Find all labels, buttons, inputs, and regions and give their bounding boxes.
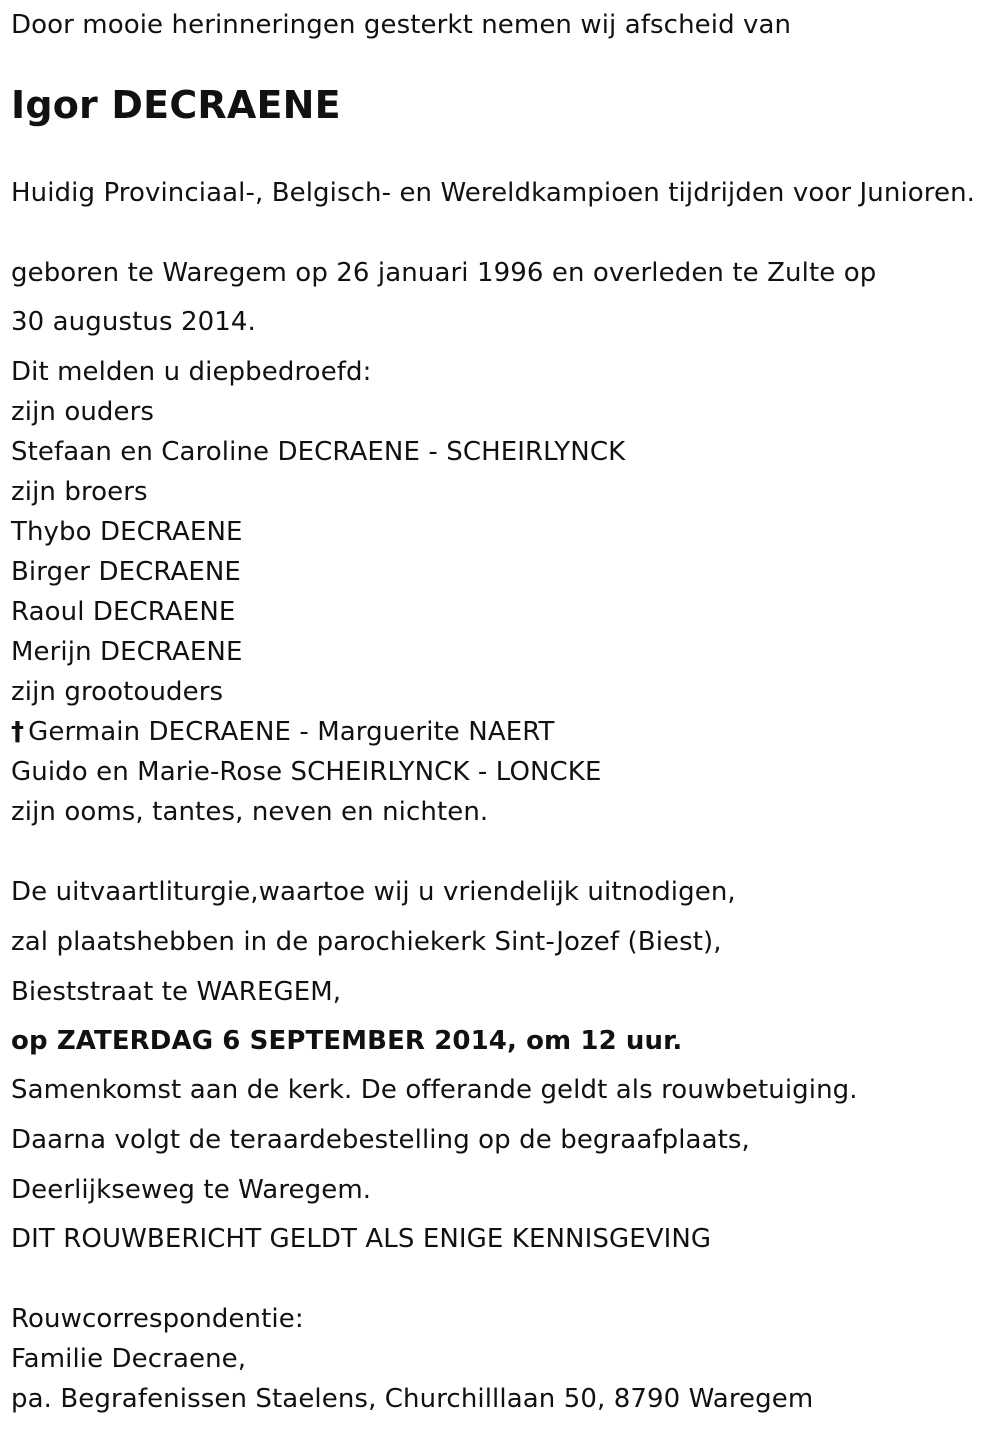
correspondence-line-2: pa. Begrafenissen Staelens, Churchilllaan 50, 8790 Waregem — [11, 1384, 814, 1414]
grandparents-line-2: Guido en Marie-Rose SCHEIRLYNCK - LONCKE — [11, 757, 602, 787]
funeral-line-3: Bieststraat te WAREGEM, — [11, 977, 342, 1007]
announced-by: Dit melden u diepbedroefd: — [11, 357, 372, 387]
correspondence-line-1: Familie Decraene, — [11, 1344, 247, 1374]
correspondence-label: Rouwcorrespondentie: — [11, 1304, 304, 1334]
brother-name: Birger DECRAENE — [11, 557, 241, 587]
funeral-line-6: Deerlijkseweg te Waregem. — [11, 1175, 372, 1205]
notice-line: DIT ROUWBERICHT GELDT ALS ENIGE KENNISGEVING — [11, 1224, 712, 1254]
grandparents-label: zijn grootouders — [11, 677, 224, 707]
brother-name: Raoul DECRAENE — [11, 597, 236, 627]
funeral-line-1: De uitvaartliturgie,waartoe wij u vriendelijk uitnodigen, — [11, 877, 736, 907]
intro-text: Door mooie herinneringen gesterkt nemen wij afscheid van — [11, 10, 792, 40]
brother-name: Merijn DECRAENE — [11, 637, 243, 667]
relatives-line: zijn ooms, tantes, neven en nichten. — [11, 797, 489, 827]
funeral-line-2: zal plaatshebben in de parochiekerk Sint-Jozef (Biest), — [11, 927, 722, 957]
funeral-line-5: Daarna volgt de teraardebestelling op de begraafplaats, — [11, 1125, 750, 1155]
parents-names: Stefaan en Caroline DECRAENE - SCHEIRLYNCK — [11, 437, 626, 467]
cross-icon: † — [11, 717, 25, 747]
birth-line-1: geboren te Waregem op 26 januari 1996 en overleden te Zulte op — [11, 258, 877, 288]
grandparents-line-1 — [11, 716, 555, 748]
title-line: Huidig Provinciaal-, Belgisch- en Wereldkampioen tijdrijden voor Junioren. — [11, 178, 976, 208]
parents-label: zijn ouders — [11, 397, 155, 427]
brother-name: Thybo DECRAENE — [11, 517, 243, 547]
brothers-label: zijn broers — [11, 477, 148, 507]
funeral-date: op ZATERDAG 6 SEPTEMBER 2014, om 12 uur. — [11, 1026, 683, 1056]
grandparents-names-1: Germain DECRAENE - Marguerite NAERT — [28, 717, 555, 747]
deceased-name: Igor DECRAENE — [11, 83, 341, 127]
funeral-line-4: Samenkomst aan de kerk. De offerande geldt als rouwbetuiging. — [11, 1075, 858, 1105]
birth-line-2: 30 augustus 2014. — [11, 307, 256, 337]
